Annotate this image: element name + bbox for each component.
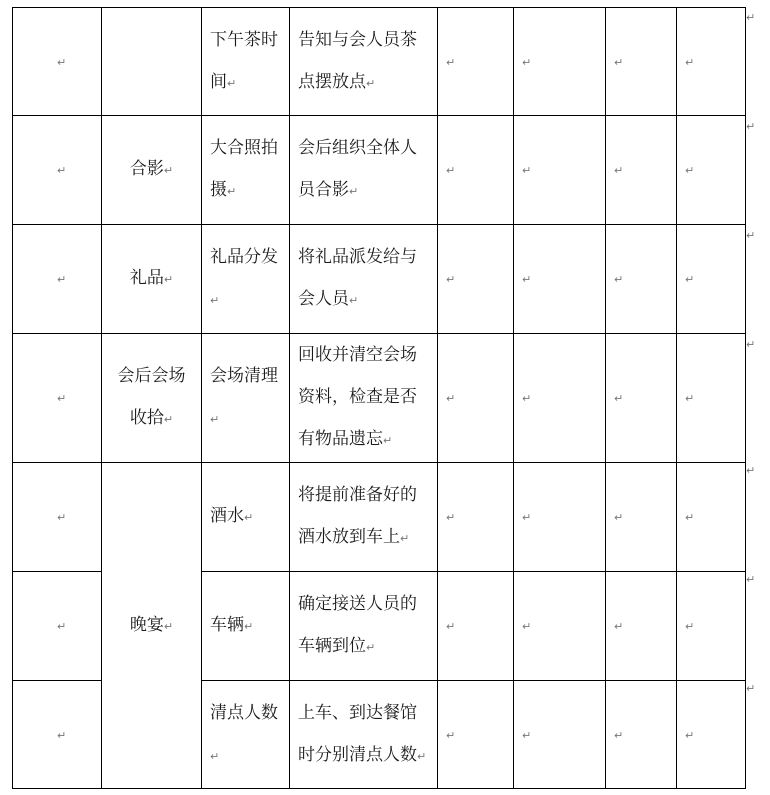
item-cell: 大合照拍摄↵: [202, 116, 290, 225]
blank-cell: [438, 8, 514, 116]
paragraph-mark-icon: [383, 434, 392, 447]
paragraph-mark-icon: [446, 729, 455, 742]
paragraph-mark-icon: [614, 392, 623, 405]
paragraph-mark-icon: [522, 56, 531, 69]
paragraph-mark-icon: [685, 729, 694, 742]
paragraph-mark-icon: [614, 164, 623, 177]
description-cell: 上车、到达餐馆时分别清点人数↵: [290, 681, 438, 789]
row-end-mark-icon: [746, 121, 755, 132]
paragraph-mark-icon: [522, 620, 531, 633]
row-end-mark-icon: [746, 339, 755, 350]
paragraph-mark-icon: [164, 413, 173, 426]
paragraph-mark-icon: [685, 511, 694, 524]
paragraph-mark-icon: [522, 164, 531, 177]
item-cell: 清点人数↵: [202, 681, 290, 789]
paragraph-mark-icon: [57, 620, 66, 633]
page-top-mark: [112, 0, 115, 7]
table-row: [13, 8, 746, 116]
blank-cell: [438, 463, 514, 572]
paragraph-mark-icon: [57, 164, 66, 177]
paragraph-mark-icon: [366, 77, 375, 90]
paragraph-mark-icon: [446, 511, 455, 524]
blank-cell: [438, 681, 514, 789]
paragraph-mark-icon: [227, 77, 236, 90]
paragraph-mark-icon: [366, 641, 375, 654]
paragraph-mark-icon: [522, 392, 531, 405]
blank-cell: [438, 572, 514, 681]
index-cell: [13, 463, 102, 572]
paragraph-mark-icon: [164, 620, 173, 633]
blank-cell: [606, 116, 677, 225]
paragraph-mark-icon: [685, 273, 694, 286]
paragraph-mark-icon: [614, 729, 623, 742]
paragraph-mark-icon: [57, 392, 66, 405]
category-cell: 晚宴↵: [102, 463, 202, 789]
category-cell: [102, 8, 202, 116]
paragraph-mark-icon: [244, 620, 253, 633]
index-cell: [13, 8, 102, 116]
blank-cell: [677, 225, 746, 334]
index-cell: [13, 225, 102, 334]
description-cell: 将提前准备好的酒水放到车上↵: [290, 463, 438, 572]
paragraph-mark-icon: [244, 511, 253, 524]
paragraph-mark-icon: [227, 185, 236, 198]
paragraph-mark-icon: [57, 511, 66, 524]
blank-cell: [438, 334, 514, 463]
paragraph-mark-icon: [685, 56, 694, 69]
description-cell: 告知与会人员茶点摆放点↵: [290, 8, 438, 116]
item-cell: 酒水↵: [202, 463, 290, 572]
index-cell: [13, 116, 102, 225]
row-end-mark-icon: [746, 683, 755, 694]
schedule-table: [12, 7, 746, 789]
paragraph-mark-icon: [446, 620, 455, 633]
blank-cell: [438, 116, 514, 225]
paragraph-mark-icon: [446, 392, 455, 405]
row-end-mark-icon: [746, 12, 755, 23]
row-end-mark-icon: [746, 465, 755, 476]
blank-cell: [606, 572, 677, 681]
row-end-mark-icon: [746, 230, 755, 241]
paragraph-mark-icon: [210, 294, 219, 307]
blank-cell: [677, 8, 746, 116]
category-cell: 会后会场收拾↵: [102, 334, 202, 463]
item-cell: 下午茶时间↵: [202, 8, 290, 116]
blank-cell: [606, 225, 677, 334]
description-cell: 确定接送人员的车辆到位↵: [290, 572, 438, 681]
blank-cell: [514, 8, 606, 116]
blank-cell: [438, 225, 514, 334]
paragraph-mark-icon: [349, 185, 358, 198]
paragraph-mark-icon: [400, 532, 409, 545]
table-row: [13, 463, 746, 572]
blank-cell: [677, 334, 746, 463]
description-cell: 将礼品派发给与会人员↵: [290, 225, 438, 334]
item-cell: 礼品分发↵: [202, 225, 290, 334]
paragraph-mark-icon: [57, 56, 66, 69]
blank-cell: [677, 116, 746, 225]
description-cell: 回收并清空会场资料，检查是否有物品遗忘↵: [290, 334, 438, 463]
paragraph-mark-icon: [614, 620, 623, 633]
paragraph-mark-icon: [522, 511, 531, 524]
paragraph-mark-icon: [685, 620, 694, 633]
index-cell: [13, 334, 102, 463]
blank-cell: [514, 116, 606, 225]
blank-cell: [514, 334, 606, 463]
paragraph-mark-icon: [446, 273, 455, 286]
category-cell: 礼品↵: [102, 225, 202, 334]
blank-cell: [677, 572, 746, 681]
blank-cell: [514, 463, 606, 572]
blank-cell: [514, 681, 606, 789]
item-cell: 会场清理↵: [202, 334, 290, 463]
paragraph-mark-icon: [210, 413, 219, 426]
blank-cell: [606, 334, 677, 463]
paragraph-mark-icon: [446, 56, 455, 69]
row-end-mark-icon: [746, 574, 755, 585]
description-cell: 会后组织全体人员合影↵: [290, 116, 438, 225]
paragraph-mark-icon: [685, 164, 694, 177]
paragraph-mark-icon: [446, 164, 455, 177]
blank-cell: [606, 681, 677, 789]
blank-cell: [606, 8, 677, 116]
index-cell: [13, 572, 102, 681]
paragraph-mark-icon: [614, 511, 623, 524]
paragraph-mark-icon: [614, 273, 623, 286]
paragraph-mark-icon: [57, 729, 66, 742]
blank-cell: [677, 463, 746, 572]
paragraph-mark-icon: [164, 273, 173, 286]
table-row: [13, 225, 746, 334]
category-cell: 合影↵: [102, 116, 202, 225]
paragraph-mark-icon: [417, 750, 426, 763]
table-row: [13, 334, 746, 463]
item-cell: 车辆↵: [202, 572, 290, 681]
paragraph-mark-icon: [164, 164, 173, 177]
blank-cell: [514, 572, 606, 681]
paragraph-mark-icon: [685, 392, 694, 405]
paragraph-mark-icon: [614, 56, 623, 69]
paragraph-mark-icon: [522, 273, 531, 286]
blank-cell: [514, 225, 606, 334]
index-cell: [13, 681, 102, 789]
paragraph-mark-icon: [522, 729, 531, 742]
paragraph-mark-icon: [210, 750, 219, 763]
blank-cell: [677, 681, 746, 789]
blank-cell: [606, 463, 677, 572]
paragraph-mark-icon: [57, 273, 66, 286]
table-row: [13, 116, 746, 225]
paragraph-mark-icon: [349, 294, 358, 307]
